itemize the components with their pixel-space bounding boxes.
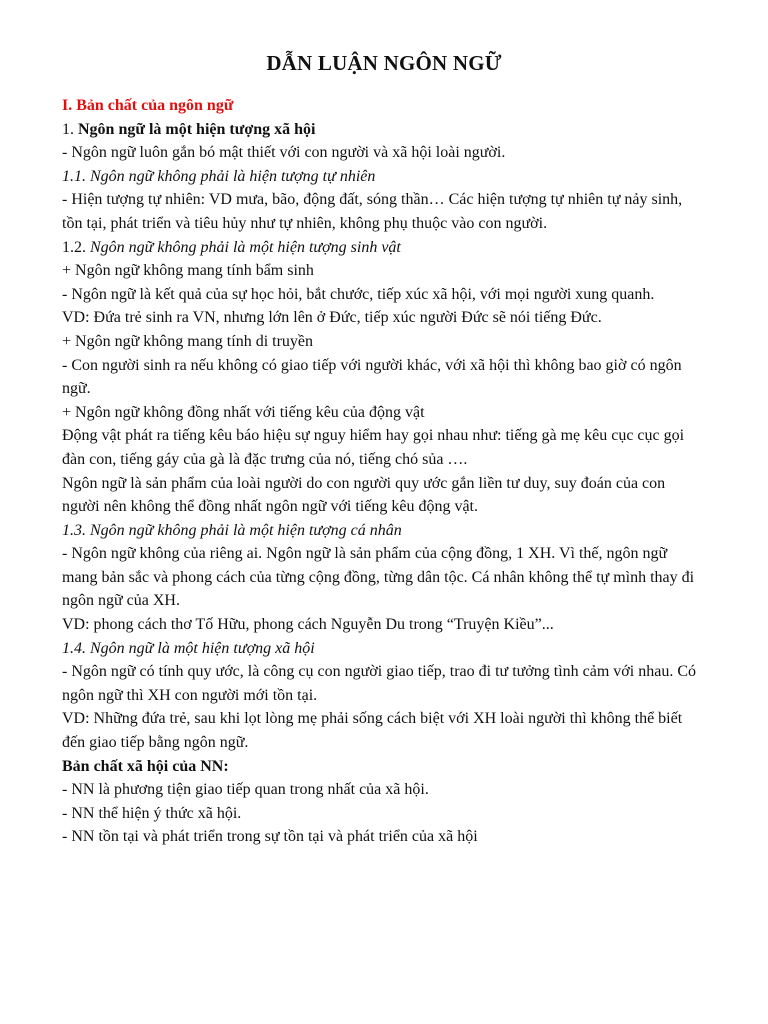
subsection-heading-1 (62, 118, 706, 142)
heading-1-4: 1.4. Ngôn ngữ là một hiện tượng xã hội (62, 639, 315, 657)
heading-1-3: 1.3. Ngôn ngữ không phải là một hiện tượng cá nhân (62, 521, 402, 539)
section-heading: I. Bản chất của ngôn ngữ (62, 97, 234, 114)
paragraph: - Con người sinh ra nếu không có giao tiếp với người khác, với xã hội thì không bao giờ có ngôn ngữ. (62, 356, 682, 398)
subsection-title: Ngôn ngữ là một hiện tượng xã hội (78, 120, 316, 138)
paragraph: - Ngôn ngữ có tính quy ước, là công cụ con người giao tiếp, trao đi tư tưởng tình cảm với nhau. Có ngôn ngữ thì XH con người mới tồn tại. (62, 663, 696, 704)
paragraph: Ngôn ngữ là sản phẩm của loài người do con người quy ước gắn liền tư duy, suy đoán của con người nên không thể đồng nhất ngôn ngữ với tiếng kêu động vật. (62, 474, 666, 516)
heading-1-1: 1.1. Ngôn ngữ không phải là hiện tượng tự nhiên (62, 167, 376, 185)
heading-1-2 (62, 236, 706, 260)
paragraph: + Ngôn ngữ không mang tính di truyền (62, 332, 314, 350)
paragraph: - Hiện tượng tự nhiên: VD mưa, bão, động đất, sóng thần… Các hiện tượng tự nhiên tự nảy sinh, tồn tại, phát triển và tiêu hủy như tự nhiên, không phụ thuộc vào con người. (62, 191, 683, 232)
paragraph: + Ngôn ngữ không mang tính bẩm sinh (62, 262, 314, 280)
paragraph: VD: Đứa trẻ sinh ra VN, nhưng lớn lên ở Đức, tiếp xúc người Đức sẽ nói tiếng Đức. (62, 309, 602, 327)
subsection-number: 1. (62, 120, 78, 138)
paragraph: - Ngôn ngữ luôn gắn bó mật thiết với con người và xã hội loài người. (62, 144, 506, 162)
paragraph: - NN thể hiện ý thức xã hội. (62, 804, 242, 822)
paragraph: + Ngôn ngữ không đồng nhất với tiếng kêu của động vật (62, 403, 425, 421)
document-title: DẪN LUẬN NGÔN NGỮ (266, 51, 502, 75)
paragraph: - NN tồn tại và phát triển trong sự tồn tại và phát triển của xã hội (62, 828, 478, 846)
paragraph: - Ngôn ngữ không của riêng ai. Ngôn ngữ là sản phẩm của cộng đồng, 1 XH. Vì thế, ngôn ngữ mang bản sắc và phong cách của từng cộng đồng, từng dân tộc. Cá nhân không thể tự mình thay đi ngôn ngữ của XH. (62, 545, 695, 610)
heading-number: 1.2. (62, 238, 90, 256)
paragraph: Động vật phát ra tiếng kêu báo hiệu sự nguy hiểm hay gọi nhau như: tiếng gà mẹ kêu cục cục gọi đàn con, tiếng gáy của gà là đặc trưng của nó, tiếng chó sủa …. (62, 427, 685, 468)
paragraph: VD: phong cách thơ Tố Hữu, phong cách Nguyễn Du trong “Truyện Kiều”... (62, 616, 554, 634)
paragraph: - NN là phương tiện giao tiếp quan trong nhất của xã hội. (62, 781, 429, 799)
paragraph: VD: Những đứa trẻ, sau khi lọt lòng mẹ phải sống cách biệt với XH loài người thì không thể biết đến giao tiếp bằng ngôn ngữ. (62, 710, 683, 752)
paragraph: - Ngôn ngữ là kết quả của sự học hỏi, bắt chước, tiếp xúc xã hội, với mọi người xung quanh. (62, 285, 655, 303)
heading-social-nature: Bản chất xã hội của NN: (62, 757, 229, 775)
heading-title: Ngôn ngữ không phải là một hiện tượng sinh vật (90, 238, 401, 256)
